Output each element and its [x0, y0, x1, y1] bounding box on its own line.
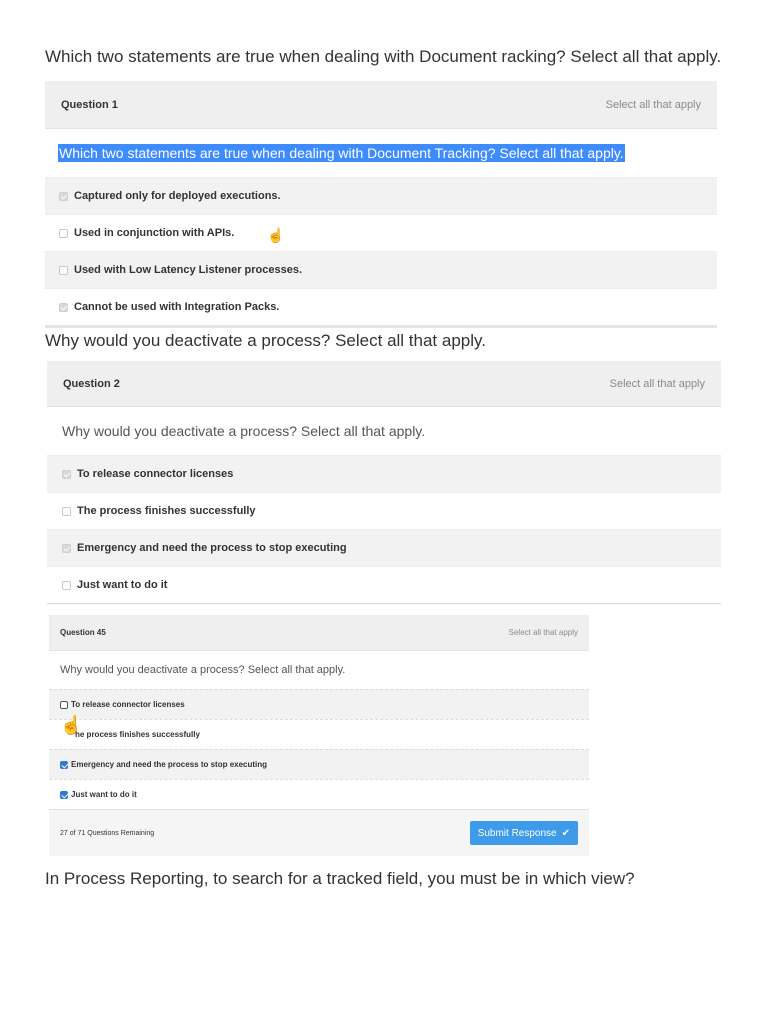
option-3[interactable]: [49, 749, 589, 779]
question-heading-1: Which two statements are true when dealing with Document racking? Select all that apply.: [45, 47, 722, 66]
card-divider: [45, 325, 717, 328]
checkbox-unchecked[interactable]: [59, 266, 68, 275]
checkbox-checked[interactable]: [62, 470, 71, 479]
option-label: Just want to do it: [77, 579, 168, 591]
option-label: To release connector licenses: [71, 700, 185, 709]
question-header: [47, 361, 721, 407]
checkbox-unchecked[interactable]: [62, 581, 71, 590]
option-label: Cannot be used with Integration Packs.: [74, 301, 280, 313]
question-number: Question 45: [60, 628, 106, 637]
checkbox-checked[interactable]: [62, 544, 71, 553]
question-card-2: [47, 361, 721, 604]
checkbox-checked[interactable]: [59, 192, 68, 201]
submit-response-button[interactable]: [470, 821, 578, 845]
hand-cursor-icon: ☝: [267, 227, 285, 243]
option-3[interactable]: [47, 529, 721, 566]
option-label: Just want to do it: [71, 790, 137, 799]
option-4[interactable]: [45, 288, 717, 325]
questions-remaining: 27 of 71 Questions Remaining: [60, 829, 155, 837]
select-hint: Select all that apply: [609, 377, 705, 390]
option-label: Emergency and need the process to stop executing: [77, 542, 347, 554]
question-text: Why would you deactivate a process? Select all that apply.: [60, 664, 346, 676]
option-4[interactable]: [49, 779, 589, 809]
option-label: Emergency and need the process to stop executing: [71, 760, 268, 769]
checkbox-unchecked[interactable]: [60, 701, 68, 709]
option-2[interactable]: [47, 492, 721, 529]
question-header: [45, 81, 717, 129]
option-label: he process finishes successfully: [75, 730, 200, 739]
option-label: Captured only for deployed executions.: [74, 190, 281, 202]
option-label: Used in conjunction with APIs.: [74, 227, 235, 239]
submit-label: Submit Response: [477, 827, 557, 839]
checkbox-unchecked[interactable]: [59, 229, 68, 238]
question-header: [49, 615, 589, 651]
option-1[interactable]: [49, 689, 589, 719]
question-text: Why would you deactivate a process? Select all that apply.: [62, 423, 426, 439]
question-heading-2: Why would you deactivate a process? Select all that apply.: [45, 331, 486, 350]
checkbox-checked[interactable]: [60, 761, 68, 769]
checkbox-unchecked[interactable]: [62, 507, 71, 516]
option-label: To release connector licenses: [77, 468, 234, 480]
option-label: The process finishes successfully: [77, 505, 256, 517]
question-number: Question 1: [61, 98, 118, 111]
option-1[interactable]: [45, 177, 717, 214]
checkbox-checked[interactable]: [59, 303, 68, 312]
card-footer: [49, 809, 589, 856]
question-number: Question 2: [63, 377, 120, 390]
checkbox-checked[interactable]: [60, 791, 68, 799]
select-hint: Select all that apply: [508, 628, 578, 637]
option-3[interactable]: [45, 251, 717, 288]
question-card-1: [45, 81, 717, 328]
option-2[interactable]: [49, 719, 589, 749]
option-1[interactable]: [47, 455, 721, 492]
question-card-45: [49, 615, 589, 856]
card-divider: [47, 603, 721, 604]
option-2[interactable]: [45, 214, 717, 251]
hand-cursor-icon: ☝: [60, 715, 83, 735]
option-4[interactable]: [47, 566, 721, 603]
select-hint: Select all that apply: [605, 98, 701, 111]
option-label: Used with Low Latency Listener processes.: [74, 264, 303, 276]
question-text-selected[interactable]: Which two statements are true when dealing with Document Tracking? Select all that apply.: [59, 145, 624, 161]
question-heading-3: In Process Reporting, to search for a tracked field, you must be in which view?: [45, 869, 635, 888]
checkmark-icon: ✔: [561, 827, 570, 839]
